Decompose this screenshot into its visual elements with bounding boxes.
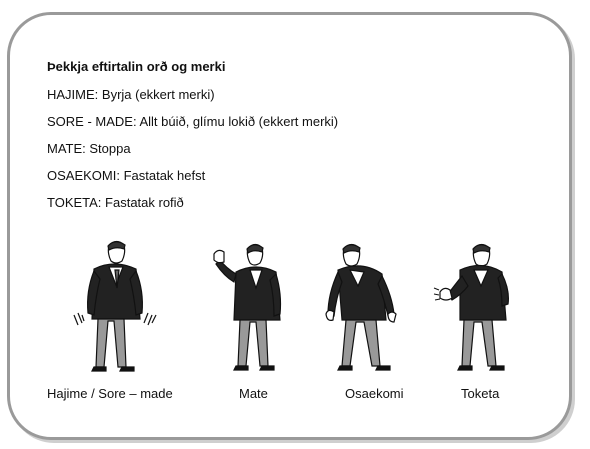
caption-hajime-sore-made: Hajime / Sore – made — [47, 386, 173, 401]
caption-mate: Mate — [239, 386, 268, 401]
referee-hand-raised-icon — [210, 240, 290, 375]
referee-arm-waving-icon — [432, 240, 522, 375]
term-osaekomi: OSAEKOMI: Fastatak hefst — [47, 168, 206, 183]
term-mate: MATE: Stoppa — [47, 141, 131, 156]
card-title: Þekkja eftirtalin orð og merki — [47, 59, 226, 74]
caption-osaekomi: Osaekomi — [345, 386, 404, 401]
rounded-card-frame — [7, 12, 572, 440]
term-sore-made: SORE - MADE: Allt búið, glímu lokið (ekkert merki) — [47, 114, 339, 129]
referee-arms-down-icon — [64, 237, 164, 375]
referee-arm-pointing-icon — [320, 240, 410, 375]
caption-toketa: Toketa — [461, 386, 500, 401]
term-hajime: HAJIME: Byrja (ekkert merki) — [47, 87, 215, 102]
term-toketa: TOKETA: Fastatak rofið — [47, 195, 184, 210]
